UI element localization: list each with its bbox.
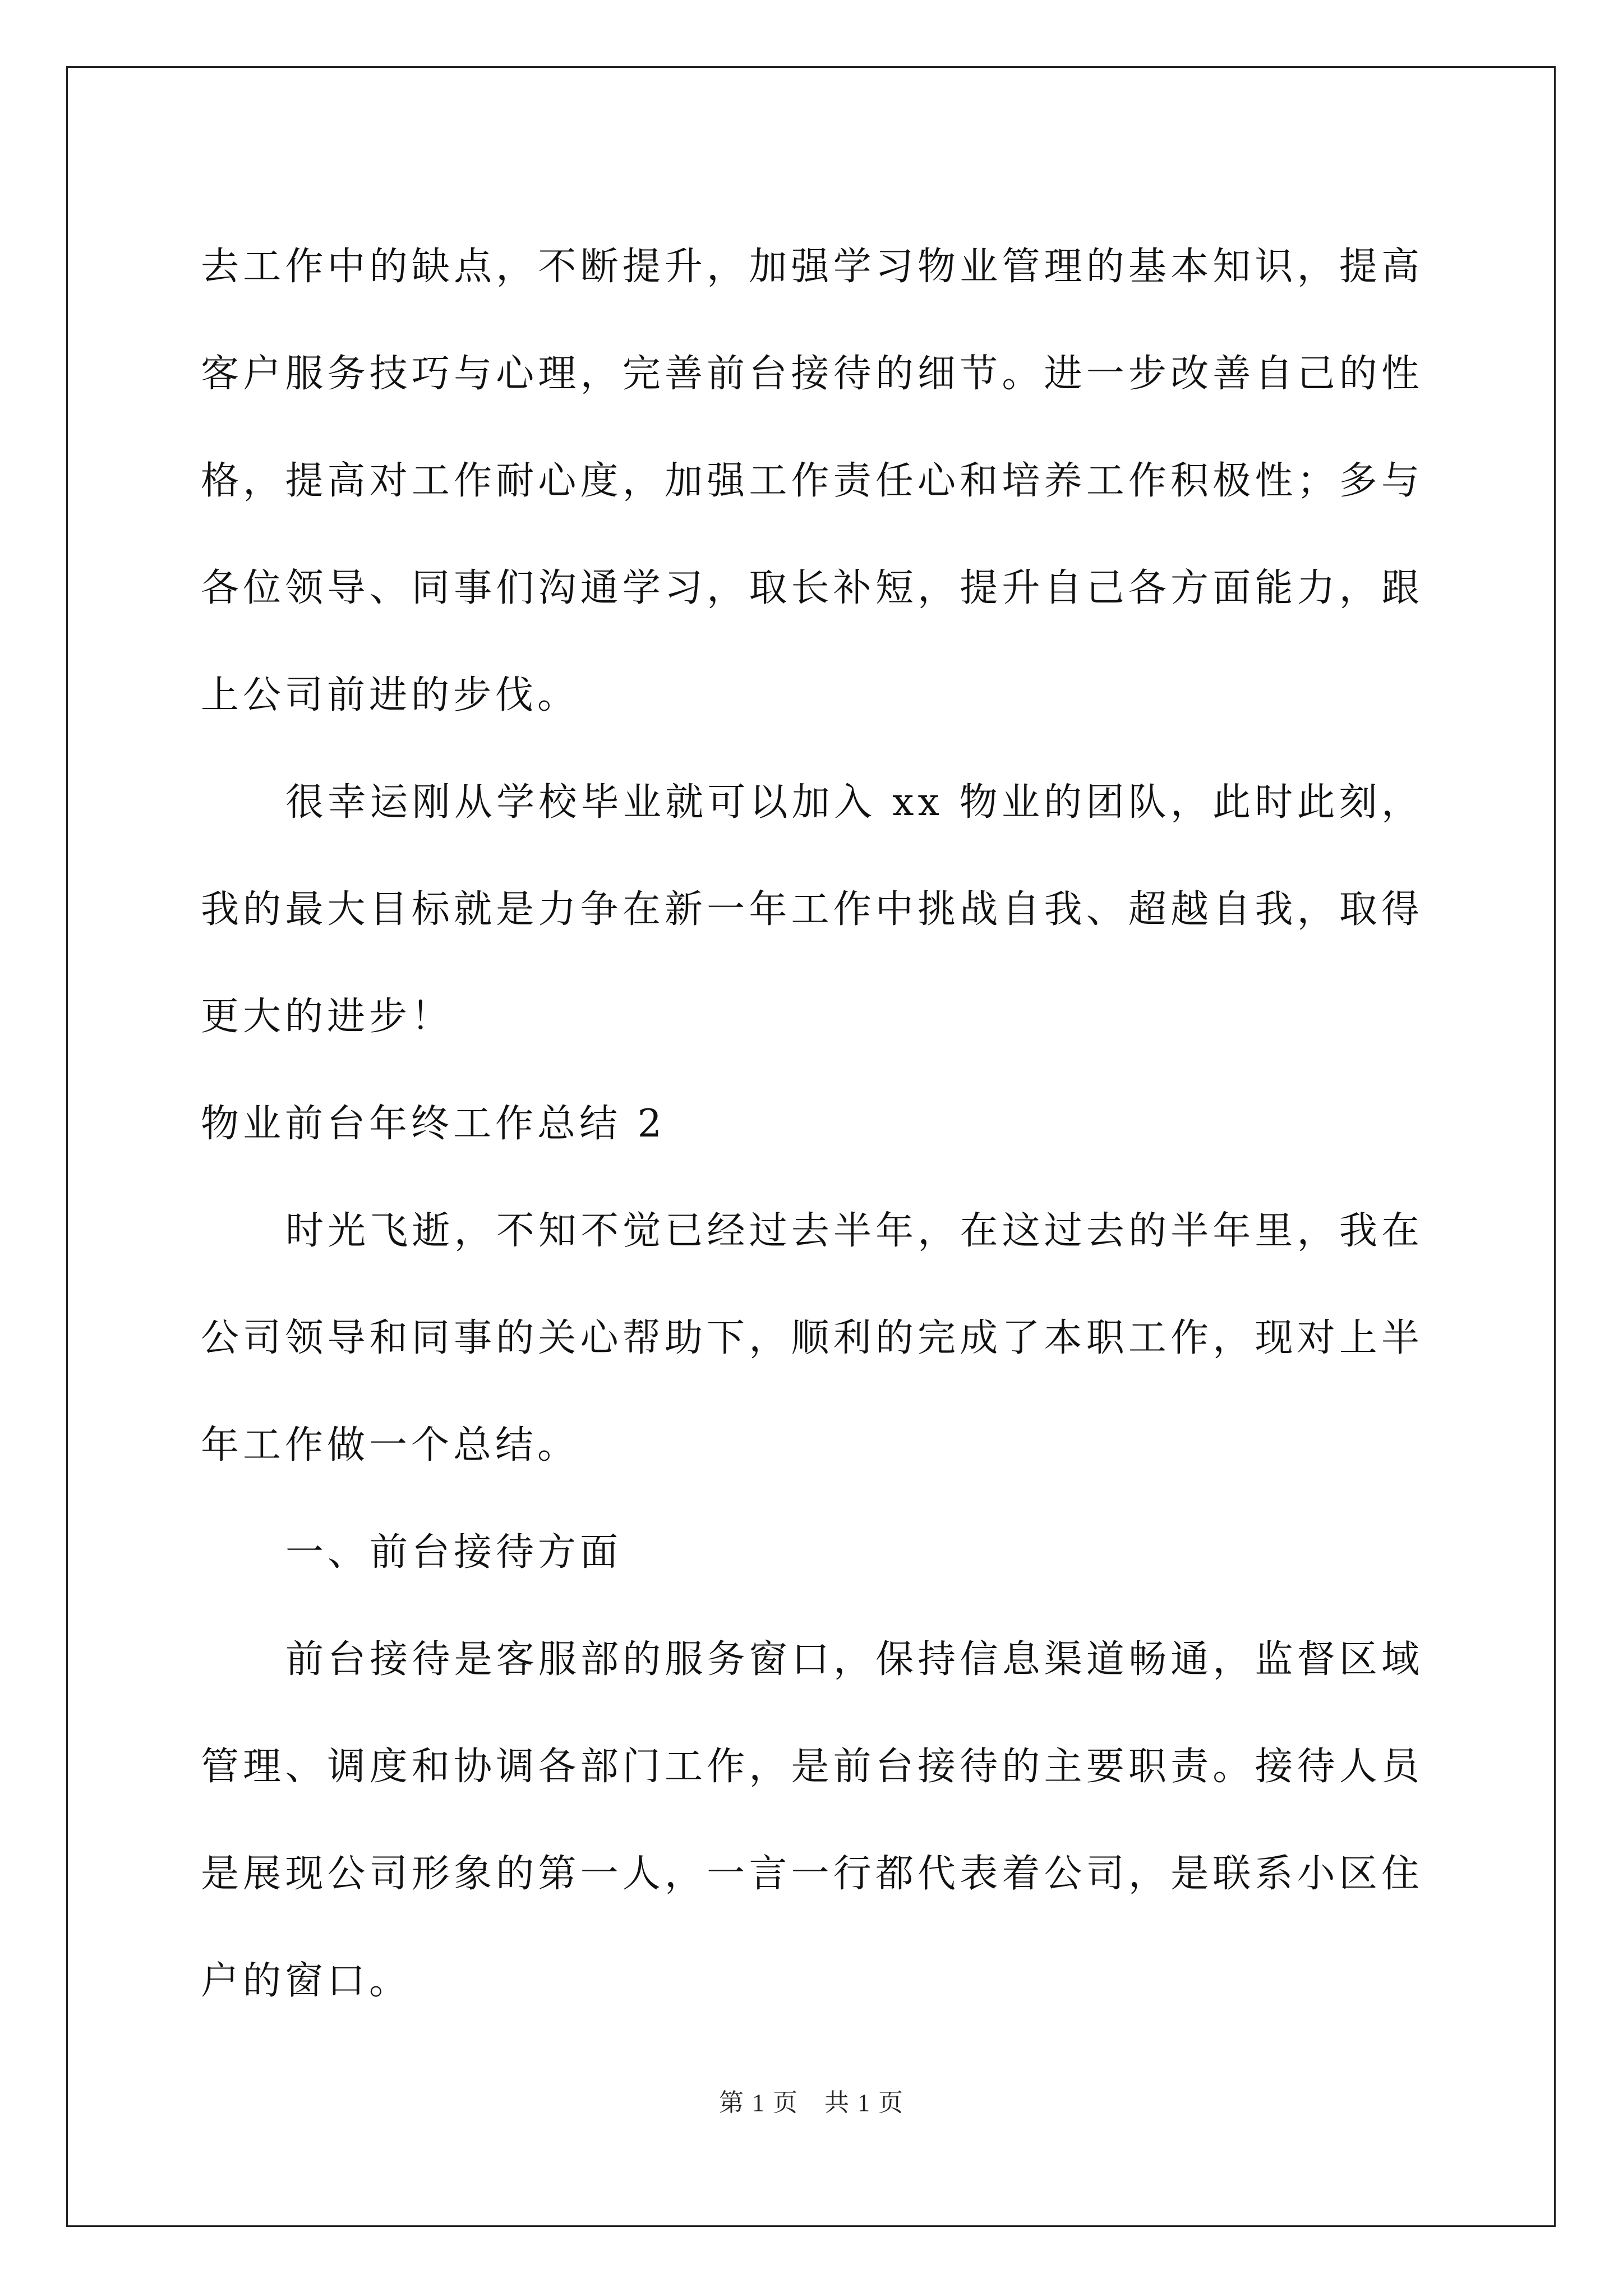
document-body xyxy=(201,213,1423,2035)
paragraph-front-desk: 前台接待是客服部的服务窗口，保持信息渠道畅通，监督区域管理、调度和协调各部门工作，是前台接待的主要职责。接待人员是展现公司形象的第一人，一言一行都代表着公司，是联系小区住户的窗口。 xyxy=(201,1637,1423,2003)
paragraph-intro: 时光飞逝，不知不觉已经过去半年，在这过去的半年里，我在公司领导和同事的关心帮助下，顺利的完成了本职工作，现对上半年工作做一个总结。 xyxy=(201,1209,1423,1467)
paragraph-goal: 很幸运刚从学校毕业就可以加入 xx 物业的团队，此时此刻，我的最大目标就是力争在新一年工作中挑战自我、超越自我，取得更大的进步！ xyxy=(201,780,1423,1039)
page-footer: 第 1 页 共 1 页 xyxy=(719,2089,904,2116)
subheading-front-desk: 一、前台接待方面 xyxy=(285,1530,623,1575)
paragraph-continued: 去工作中的缺点，不断提升，加强学习物业管理的基本知识，提高客户服务技巧与心理，完善前台接待的细节。进一步改善自己的性格，提高对工作耐心度，加强工作责任心和培养工作积极性；多与各位领导、同事们沟通学习，取长补短，提升自己各方面能力，跟上公司前进的步伐。 xyxy=(201,245,1423,717)
section-title: 物业前台年终工作总结 2 xyxy=(201,1102,666,1146)
